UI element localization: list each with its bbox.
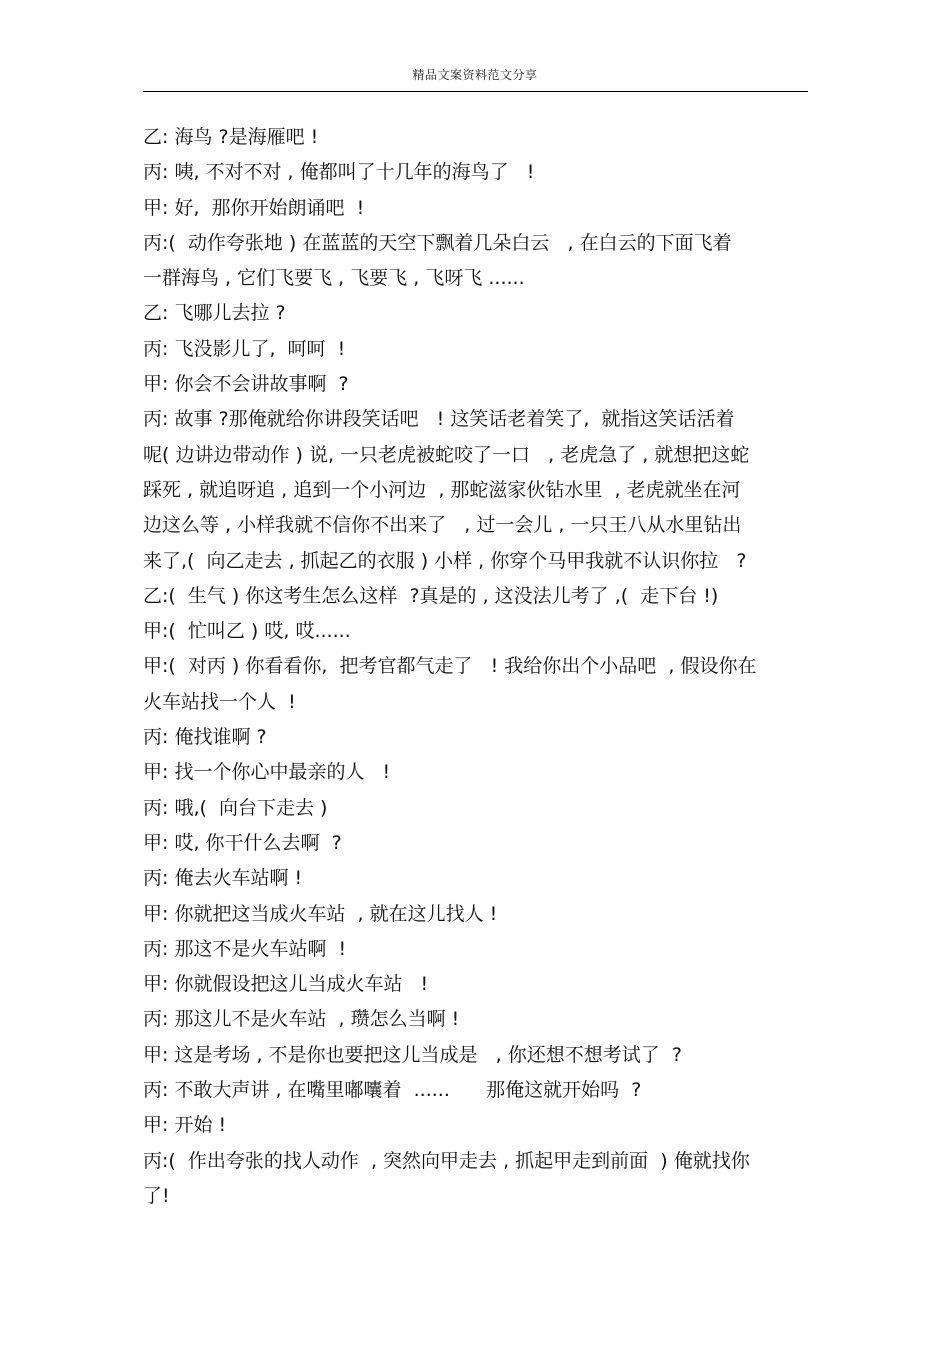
dialogue-line: 甲: 开始 !	[143, 1114, 227, 1137]
dialogue-line: 甲: 找一个你心中最亲的人 !	[143, 761, 391, 784]
dialogue-line: 乙: 飞哪儿去拉 ?	[143, 302, 286, 325]
dialogue-line: 甲: 哎, 你干什么去啊 ?	[143, 831, 342, 854]
dialogue-line: 乙:( 生气 ) 你这考生怎么这样 ?真是的 , 这没法儿考了 ,( 走下台 !)	[143, 584, 719, 607]
dialogue-line: 甲: 你就假设把这儿当成火车站 !	[143, 973, 429, 996]
dialogue-line: 呢( 边讲边带动作 ) 说, 一只老虎被蛇咬了一口 , 老虎急了 , 就想把这蛇	[143, 443, 750, 466]
dialogue-line: 来了,( 向乙走去 , 抓起乙的衣服 ) 小样 , 你穿个马甲我就不认识你拉 ?	[143, 549, 747, 572]
dialogue-line: 丙: 哦,( 向台下走去 )	[143, 796, 328, 819]
dialogue-line: 丙:( 动作夸张地 ) 在蓝蓝的天空下飘着几朵白云 , 在白云的下面飞着	[143, 231, 732, 254]
dialogue-line: 火车站找一个人 !	[143, 690, 296, 713]
page-header-title: 精品文案资料范文分享	[412, 68, 538, 82]
dialogue-line: 丙: 咦, 不对不对 , 俺都叫了十几年的海鸟了 !	[143, 161, 535, 184]
dialogue-line: 甲: 好, 那你开始朗诵吧 !	[143, 196, 365, 219]
dialogue-line: 丙: 故事 ?那俺就给你讲段笑话吧 ! 这笑话老着笑了, 就指这笑话活着	[143, 408, 735, 431]
dialogue-line: 甲:( 忙叫乙 ) 哎, 哎......	[143, 620, 351, 643]
dialogue-line: 丙: 俺找谁啊 ?	[143, 726, 267, 749]
dialogue-line: 丙: 俺去火车站啊 !	[143, 867, 303, 890]
dialogue-line: 一群海鸟 , 它们飞要飞 , 飞要飞 , 飞呀飞 ......	[143, 267, 525, 290]
dialogue-line: 乙: 海鸟 ?是海雁吧 !	[143, 126, 319, 148]
dialogue-line: 踩死 , 就追呀追 , 追到一个小河边 , 那蛇滋家伙钻水里 , 老虎就坐在河	[143, 478, 741, 501]
dialogue-line: 丙: 那这儿不是火车站 , 瓒怎么当啊 !	[143, 1008, 460, 1031]
dialogue-line: 甲: 你就把这当成火车站 , 就在这儿找人 !	[143, 902, 498, 925]
dialogue-line: 丙: 不敢大声讲 , 在嘴里嘟囔着 ...... 那俺这就开始吗 ?	[143, 1079, 642, 1102]
dialogue-line: 甲:( 对丙 ) 你看看你, 把考官都气走了 ! 我给你出个小品吧 , 假设你在	[143, 655, 757, 678]
script-body	[143, 120, 808, 1214]
dialogue-line: 甲: 这是考场 , 不是你也要把这儿当成是 , 你还想不想考试了 ?	[143, 1043, 682, 1066]
dialogue-line: 边这么等 , 小样我就不信你不出来了 , 过一会儿 , 一只王八从水里钻出	[143, 514, 742, 537]
dialogue-line: 丙: 那这不是火车站啊 !	[143, 937, 347, 960]
dialogue-line: 了!	[143, 1184, 170, 1207]
dialogue-line: 丙: 飞没影儿了, 呵呵 !	[143, 337, 346, 360]
dialogue-line: 丙:( 作出夸张的找人动作 , 突然向甲走去 , 抓起甲走到前面 ) 俺就找你	[143, 1149, 750, 1172]
dialogue-line: 甲: 你会不会讲故事啊 ?	[143, 373, 349, 396]
header-divider	[143, 91, 808, 92]
